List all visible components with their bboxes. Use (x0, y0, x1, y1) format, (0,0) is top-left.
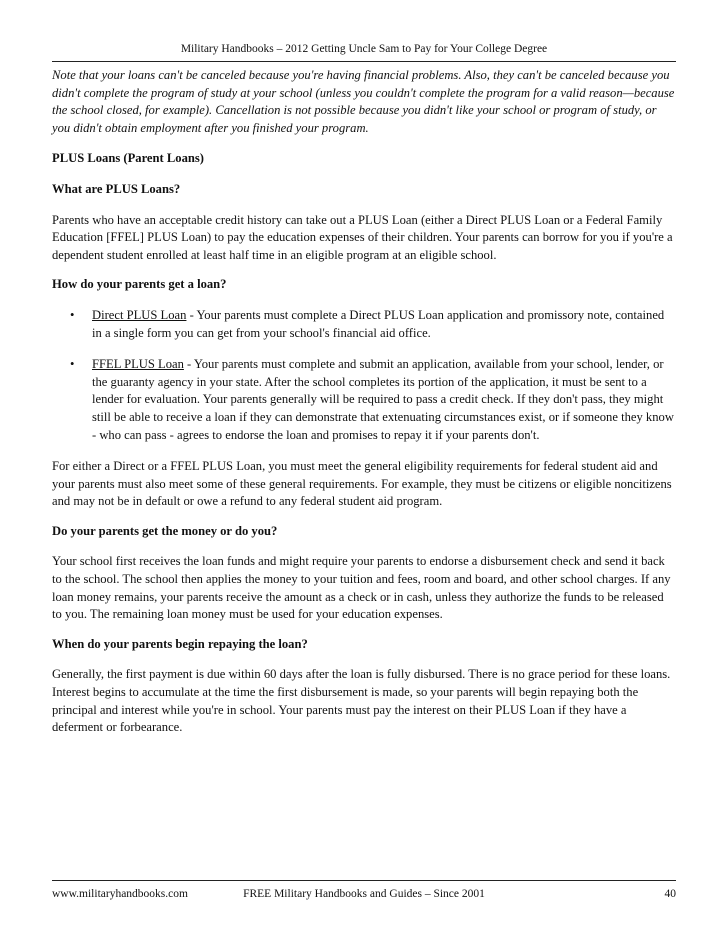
question-when-repay: When do your parents begin repaying the loan? (52, 636, 308, 651)
running-header: Military Handbooks – 2012 Getting Uncle Sam to Pay for Your College Degree (180, 43, 548, 55)
question-what-are-plus-loans: What are PLUS Loans? (52, 181, 181, 196)
list-item-direct-plus (52, 307, 676, 342)
footer-tagline: FREE Military Handbooks and Guides – Since 2001 (243, 888, 485, 900)
page-number: 40 (664, 888, 676, 900)
list-item-ffel-plus (52, 356, 676, 444)
paragraph-plus-loans-overview: Parents who have an acceptable credit history can take out a PLUS Loan (either a Direct PLUS Loan or a Federal Family Education [FFEL] PLUS Loan) to pay the education expenses of their children. Your parents can borrow for you if you're a dependent student enrolled at least half time in an eligible program at an eligible school. (52, 212, 673, 262)
cancellation-note: Note that your loans can't be canceled because you're having financial problems. Also, they can't be canceled because you didn't complete the program of study at your school (unless you couldn't complete the program for a valid reason—because the school closed, for example). Cancellation is not possible because you didn't like your school or program of study, or you didn't obtain employment after you finished your program. (52, 68, 675, 135)
direct-plus-description: - Your parents must complete a Direct PLUS Loan application and promissory note, contained in a single form you can get from your school's financial aid office. (92, 307, 665, 340)
footer-divider (52, 880, 676, 881)
paragraph-repayment: Generally, the first payment is due within 60 days after the loan is fully disbursed. There is no grace period for these loans. Interest begins to accumulate at the time the first disbursement is made, so your parents will begin repaying both the principal and interest while you're in school. Your parents must pay the interest on their PLUS Loan if they have a deferment or forbearance. (52, 667, 671, 735)
term-direct-plus-loan: Direct PLUS Loan (92, 307, 187, 322)
question-how-to-get-loan: How do your parents get a loan? (52, 277, 227, 292)
section-title: PLUS Loans (Parent Loans) (52, 151, 204, 166)
header-divider (52, 61, 676, 62)
page-content (52, 67, 676, 749)
term-ffel-plus-loan: FFEL PLUS Loan (92, 357, 184, 372)
question-who-gets-money: Do your parents get the money or do you? (52, 523, 278, 538)
ffel-plus-description: - Your parents must complete and submit an application, available from your school, lender, or the guaranty agency in your state. After the school completes its portion of the application, it must be sent to a lender for evaluation. Your parents generally will be required to pass a credit check. If they don't pass, they might still be able to receive a loan if they can demonstrate that extenuating circumstances exist, or if someone they know - who can pass - agrees to endorse the loan and promises to repay it if your parents don't. (92, 357, 674, 442)
footer-website: www.militaryhandbooks.com (52, 888, 188, 900)
paragraph-disbursement: Your school first receives the loan funds and might require your parents to endorse a disbursement check and send it back to the school. The school then applies the money to your tuition and fees, room and board, and other school charges. If any loan money remains, your parents receive the amount as a check or in cash, unless they authorize the funds to be released to you. The remaining loan money must be used for your education expenses. (52, 554, 671, 622)
paragraph-eligibility: For either a Direct or a FFEL PLUS Loan, you must meet the general eligibility requirements for federal student aid and your parents must also meet some of these general requirements. For example, they must be citizens or eligible noncitizens and may not be in default or owe a refund to any federal student aid program. (52, 459, 672, 509)
loan-type-list (52, 307, 676, 444)
bullet-icon: • (70, 307, 75, 322)
bullet-icon: • (70, 357, 75, 372)
